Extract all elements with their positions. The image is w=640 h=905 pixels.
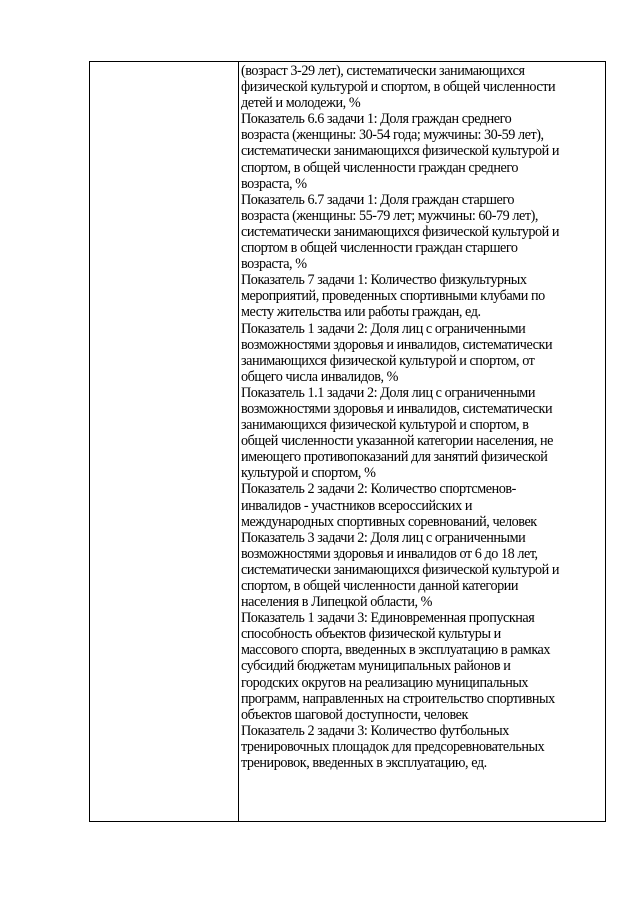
text-line: Показатель 3 задачи 2: Доля лиц с ограниченными xyxy=(241,529,526,546)
text-line: возраста (женщины: 30-54 года; мужчины: 30-59 лет), xyxy=(241,127,544,144)
text-line: международных спортивных соревнований, человек xyxy=(241,513,537,530)
text-line: тренировочных площадок для предсоревновательных xyxy=(241,738,545,755)
text-line: возможностями здоровья и инвалидов, систематически xyxy=(241,336,553,353)
text-line: способность объектов физической культуры и xyxy=(241,626,501,643)
text-line: систематически занимающихся физической культурой и xyxy=(241,143,560,160)
text-line: возраста, % xyxy=(241,175,307,192)
text-line: Показатель 1 задачи 2: Доля лиц с ограниченными xyxy=(241,320,526,337)
text-line: инвалидов - участников всероссийских и xyxy=(241,497,472,514)
table-cell-right xyxy=(239,62,605,821)
text-line: возможностями здоровья и инвалидов, систематически xyxy=(241,400,553,417)
text-line: возраста, % xyxy=(241,256,307,273)
text-line: Показатель 1 задачи 3: Единовременная пропускная xyxy=(241,610,535,627)
text-line: программ, направленных на строительство спортивных xyxy=(241,690,555,707)
text-line: Показатель 7 задачи 1: Количество физкультурных xyxy=(241,272,527,289)
text-line: массового спорта, введенных в эксплуатацию в рамках xyxy=(241,642,551,659)
text-line: общего числа инвалидов, % xyxy=(241,368,399,385)
text-line: месту жительства или работы граждан, ед. xyxy=(241,304,481,321)
text-line: общей численности указанной категории населения, не xyxy=(241,433,554,450)
text-line: физической культурой и спортом, в общей численности xyxy=(241,79,556,96)
text-line: детей и молодежи, % xyxy=(241,95,361,112)
text-line: спортом, в общей численности данной категории xyxy=(241,578,519,594)
text-line: (возраст 3-29 лет), систематически занимающихся xyxy=(241,63,525,79)
text-line: Показатель 6.7 задачи 1: Доля граждан старшего xyxy=(241,191,514,208)
text-line: тренировок, введенных в эксплуатацию, ед. xyxy=(241,755,487,772)
text-line: объектов шаговой доступности, человек xyxy=(241,706,468,723)
text-line: Показатель 6.6 задачи 1: Доля граждан среднего xyxy=(241,111,512,128)
text-line: Показатель 1.1 задачи 2: Доля лиц с ограниченными xyxy=(241,384,535,401)
text-line: Показатель 2 задачи 3: Количество футбольных xyxy=(241,722,509,739)
text-line: Показатель 2 задачи 2: Количество спортсменов- xyxy=(241,481,516,498)
text-line: городских округов на реализацию муниципальных xyxy=(241,674,529,691)
text-line: занимающихся физической культурой и спортом, в xyxy=(241,417,529,434)
text-line: субсидий бюджетам муниципальных районов и xyxy=(241,658,511,675)
text-line: имеющего противопоказаний для занятий физической xyxy=(241,449,548,466)
table-cell-left xyxy=(90,62,239,821)
text-line: занимающихся физической культурой и спортом, от xyxy=(241,352,535,369)
document-table xyxy=(89,61,606,822)
text-line: систематически занимающихся физической культурой и xyxy=(241,223,560,240)
text-line: населения в Липецкой области, % xyxy=(241,594,433,611)
text-line: систематически занимающихся физической культурой и xyxy=(241,561,560,578)
text-line: возможностями здоровья и инвалидов от 6 до 18 лет, xyxy=(241,545,538,562)
text-line: возраста (женщины: 55-79 лет; мужчины: 60-79 лет), xyxy=(241,207,538,224)
text-line: культурой и спортом, % xyxy=(241,465,376,482)
text-line: спортом, в общей численности граждан среднего xyxy=(241,159,518,176)
text-line: мероприятий, проведенных спортивными клубами по xyxy=(241,288,545,305)
text-line: спортом в общей численности граждан старшего xyxy=(241,240,518,257)
